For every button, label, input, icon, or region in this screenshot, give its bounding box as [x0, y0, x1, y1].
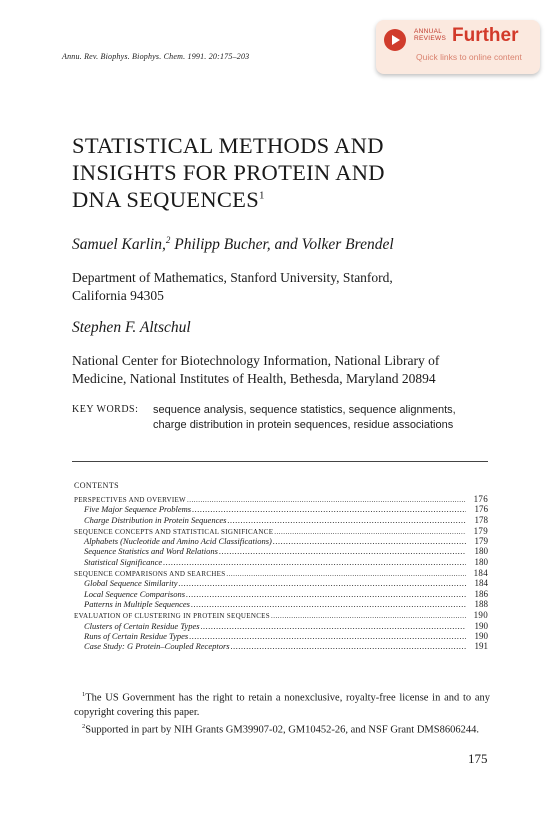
toc-leader [192, 504, 466, 514]
affiliation2-line-1: National Center for Biotechnology Information, National Library of [72, 353, 440, 368]
toc-page: 176 [474, 504, 488, 515]
footnote-1-mark: 1 [82, 691, 86, 698]
toc-leader [273, 536, 466, 546]
toc-label: Statistical Significance [84, 556, 163, 567]
toc-label: SEQUENCE COMPARISONS AND SEARCHES [74, 570, 226, 579]
toc-entry[interactable] [74, 536, 488, 546]
toc-entry[interactable] [74, 546, 488, 556]
toc-leader [231, 641, 466, 651]
toc-page: 184 [474, 578, 488, 589]
footnote-1-text: The US Government has the right to retain a nonexclusive, royalty-free license in and to any copyright covering this paper. [74, 692, 490, 718]
article-title [72, 132, 492, 213]
page-number: 175 [468, 751, 488, 766]
affiliation-ncbi [72, 352, 502, 388]
toc-label: Local Sequence Comparisons [84, 588, 186, 599]
author-altschul: Stephen F. Altschul [72, 319, 191, 336]
author-footnote-mark[interactable]: 2 [165, 234, 171, 245]
toc-label: SEQUENCE CONCEPTS AND STATISTICAL SIGNIFICANCE [74, 527, 274, 536]
toc-page: 190 [474, 630, 488, 641]
toc-page: 178 [474, 514, 488, 525]
affiliation-line-1: Department of Mathematics, Stanford University, Stanford, [72, 270, 393, 285]
toc-label: Patterns in Multiple Sequences [84, 598, 190, 609]
toc-leader [201, 621, 466, 631]
toc-entry[interactable] [74, 589, 488, 599]
toc-label: Global Sequence Similarity [84, 578, 178, 589]
footnote-2-mark: 2 [82, 722, 86, 730]
toc-label: Clusters of Certain Residue Types [84, 620, 200, 631]
footnote-2 [74, 720, 490, 738]
keywords-text: sequence analysis, sequence statistics, sequence alignments, charge distribution in protein sequences, residue associations [153, 404, 456, 431]
toc-label: Runs of Certain Residue Types [84, 630, 189, 641]
badge-brand: Further [452, 25, 519, 46]
toc-label: EVALUATION OF CLUSTERING IN PROTEIN SEQUENCES [74, 612, 270, 621]
title-line-1: STATISTICAL METHODS AND [72, 133, 384, 158]
toc-page: 179 [474, 536, 488, 547]
authors-rest: Philipp Bucher, and Volker Brendel [170, 236, 394, 253]
toc-page: 190 [474, 620, 488, 631]
title-footnote-mark[interactable]: 1 [259, 189, 265, 202]
toc-page: 191 [474, 641, 488, 652]
toc-page: 176 [473, 494, 488, 504]
toc-leader [191, 599, 466, 609]
toc-page: 190 [473, 610, 488, 621]
table-of-contents [74, 493, 488, 651]
toc-entry[interactable] [74, 610, 488, 620]
keywords-label: KEY WORDS: [72, 404, 139, 415]
title-line-3 [72, 186, 492, 213]
play-arrow-icon [384, 29, 406, 51]
toc-page: 180 [474, 546, 488, 557]
toc-leader [189, 631, 466, 641]
contents-heading: CONTENTS [74, 481, 119, 490]
toc-page: 188 [474, 598, 488, 609]
toc-entry[interactable] [74, 641, 488, 651]
toc-leader [178, 578, 466, 588]
footnote-2-text: Supported in part by NIH Grants GM39907-02, GM10452-26, and NSF Grant DMS8606244. [85, 724, 479, 735]
toc-entry[interactable] [74, 631, 488, 641]
toc-leader [219, 546, 466, 556]
toc-entry[interactable] [74, 494, 488, 504]
footnotes [74, 688, 490, 737]
toc-leader [227, 515, 466, 525]
publisher-name [414, 28, 446, 42]
title-line-2: INSIGHTS FOR PROTEIN AND [72, 160, 385, 185]
toc-page: 184 [473, 568, 488, 579]
toc-entry[interactable] [74, 526, 488, 536]
author-list [72, 236, 394, 254]
toc-label: PERSPECTIVES AND OVERVIEW [74, 496, 186, 504]
toc-label: Five Major Sequence Problems [84, 504, 192, 515]
toc-leader [163, 557, 466, 567]
further-links-badge[interactable] [376, 20, 540, 74]
toc-page: 180 [474, 556, 488, 567]
toc-entry[interactable] [74, 504, 488, 514]
footnote-1 [74, 688, 490, 720]
toc-entry[interactable] [74, 621, 488, 631]
affiliation-stanford [72, 269, 492, 305]
toc-label: Sequence Statistics and Word Relations [84, 546, 218, 557]
toc-label: Case Study: G Protein–Coupled Receptors [84, 641, 230, 652]
toc-entry[interactable] [74, 599, 488, 609]
toc-page: 186 [474, 588, 488, 599]
affiliation-line-2: California 94305 [72, 288, 164, 303]
toc-label: Charge Distribution in Protein Sequences [84, 514, 227, 525]
toc-entry[interactable] [74, 578, 488, 588]
badge-subtitle: Quick links to online content [416, 52, 522, 62]
toc-entry[interactable] [74, 557, 488, 567]
publisher-line2: REVIEWS [414, 35, 447, 42]
toc-label: Alphabets (Nucleotide and Amino Acid Classifications) [84, 536, 272, 547]
journal-citation: Annu. Rev. Biophys. Biophys. Chem. 1991. 20:175–203 [62, 52, 250, 61]
affiliation2-line-2: Medicine, National Institutes of Health, Bethesda, Maryland 20894 [72, 371, 436, 386]
toc-entry[interactable] [74, 568, 488, 578]
toc-entry[interactable] [74, 515, 488, 525]
title-line-3-text: DNA SEQUENCES [72, 187, 260, 212]
publisher-line1: ANNUAL [414, 28, 443, 35]
author-karlin: Samuel Karlin, [72, 236, 166, 253]
section-divider [72, 461, 488, 462]
toc-leader [186, 589, 466, 599]
toc-page: 179 [473, 525, 488, 536]
